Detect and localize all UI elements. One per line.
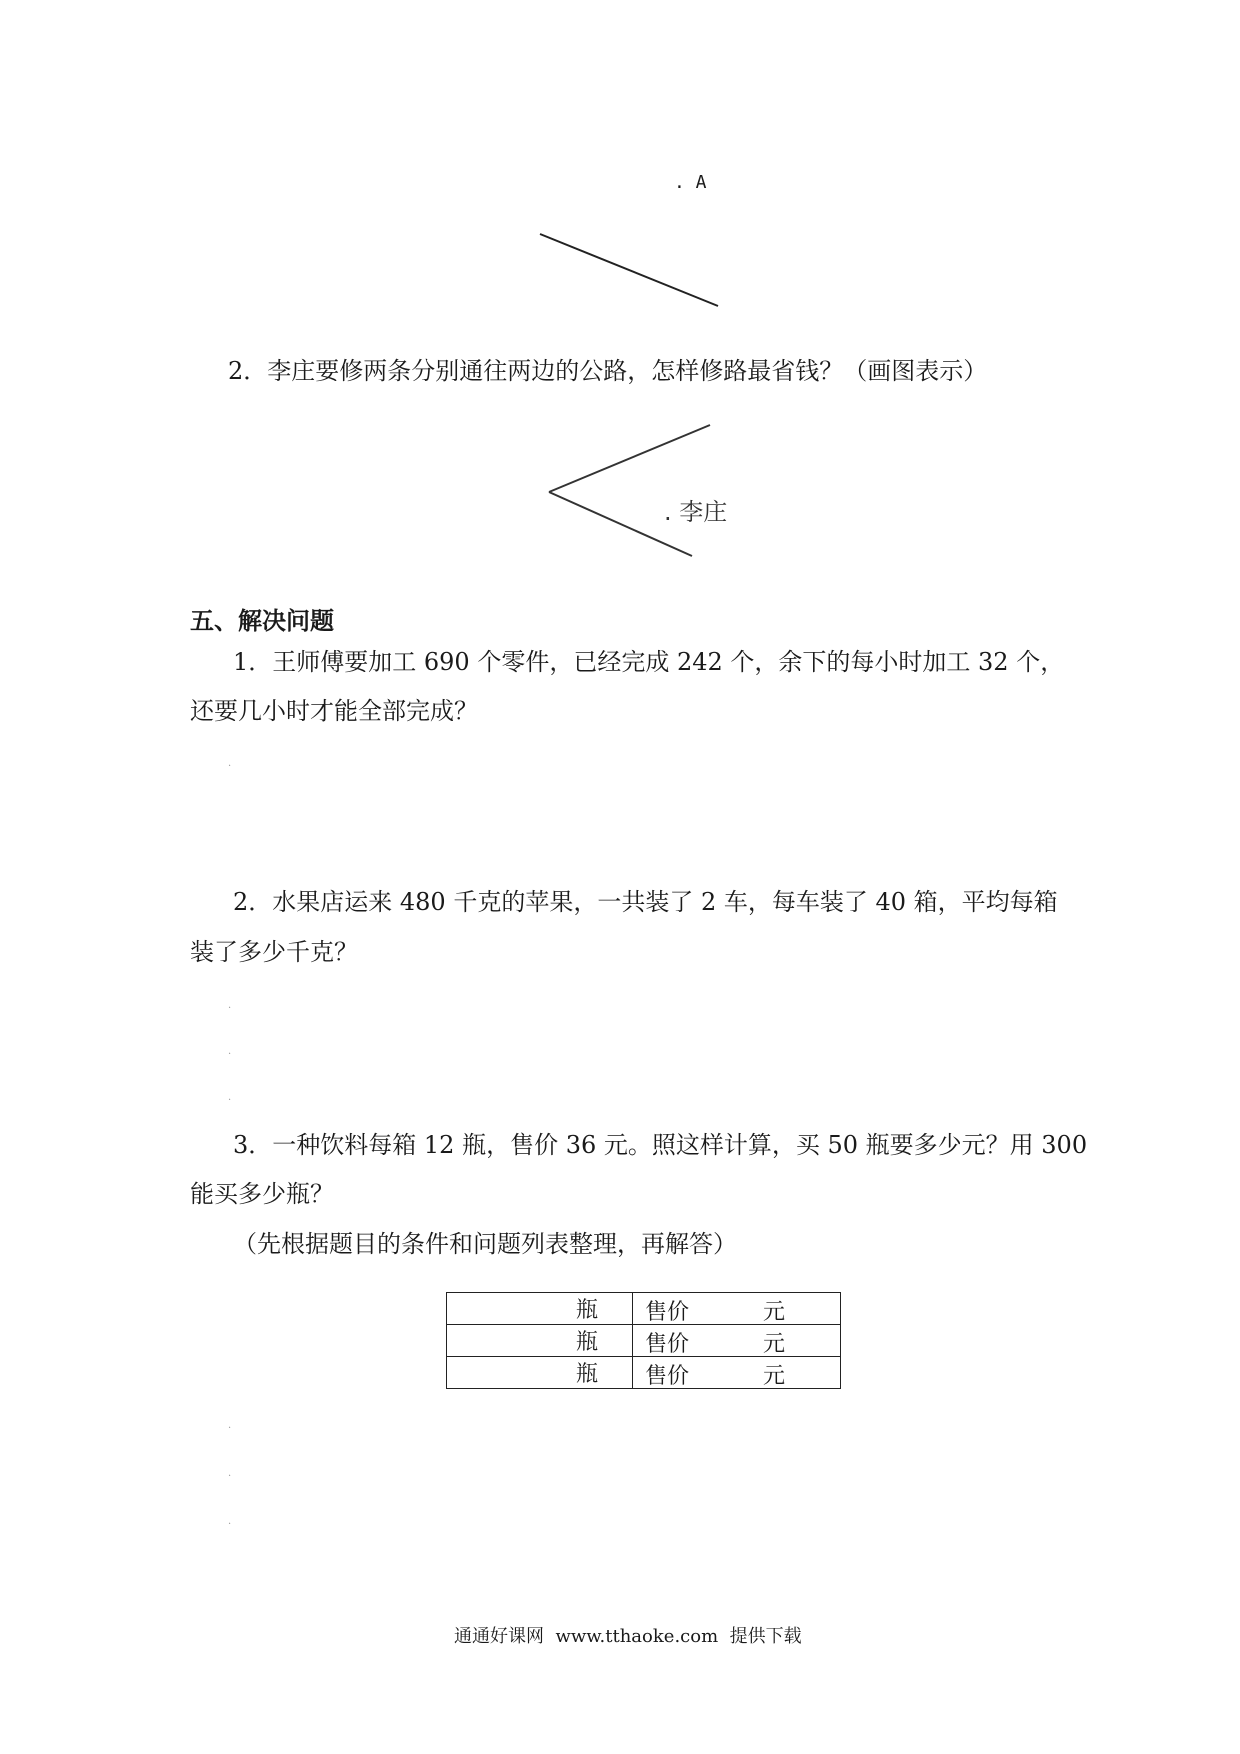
- problem-2-line-1: 2．水果店运来 480 千克的苹果，一共装了 2 车，每车装了 40 箱，平均每箱: [233, 888, 1058, 916]
- table-row: [447, 1293, 841, 1325]
- angle-diagram: [0, 0, 1240, 580]
- answer-mark: .: [228, 1046, 232, 1057]
- village-label: . 李庄: [664, 498, 728, 526]
- price-label: 售价: [645, 1332, 690, 1357]
- footer-text: 通通好课网 www.tthaoke.com 提供下载: [454, 1626, 802, 1647]
- answer-mark: .: [228, 1468, 232, 1479]
- problem-2-line-2: 装了多少千克？: [190, 938, 358, 966]
- unit-label: 瓶: [575, 1362, 598, 1387]
- section-heading: 五、解决问题: [190, 607, 334, 635]
- answer-mark: .: [228, 1516, 232, 1527]
- table-row: [447, 1325, 841, 1357]
- price-cell[interactable]: [633, 1293, 841, 1325]
- point-a-label: . A: [674, 172, 707, 193]
- price-unit: 元: [763, 1364, 786, 1389]
- problem-3-line-2: 能买多少瓶？: [190, 1180, 334, 1208]
- price-label: 售价: [645, 1300, 690, 1325]
- problem-3-instruction: （先根据题目的条件和问题列表整理，再解答）: [233, 1230, 737, 1258]
- unit-label: 瓶: [575, 1298, 598, 1323]
- problem-3-line-1: 3．一种饮料每箱 12 瓶，售价 36 元。照这样计算，买 50 瓶要多少元？用 300: [233, 1131, 1088, 1159]
- bottle-cell[interactable]: [447, 1293, 633, 1325]
- price-cell[interactable]: [633, 1325, 841, 1357]
- answer-mark: .: [228, 758, 232, 769]
- price-label: 售价: [645, 1364, 690, 1389]
- problem-1-line-2: 还要几小时才能全部完成？: [190, 697, 478, 725]
- problem-1-line-1: 1．王师傅要加工 690 个零件，已经完成 242 个，余下的每小时加工 32 个，: [233, 648, 1065, 676]
- answer-mark: .: [228, 1000, 232, 1011]
- question-4-2: 2．李庄要修两条分别通往两边的公路，怎样修路最省钱？（画图表示）: [228, 357, 988, 385]
- answer-mark: .: [228, 1092, 232, 1103]
- bottle-cell[interactable]: [447, 1325, 633, 1357]
- price-unit: 元: [763, 1332, 786, 1357]
- price-cell[interactable]: [633, 1357, 841, 1389]
- price-unit: 元: [763, 1300, 786, 1325]
- answer-mark: .: [228, 1420, 232, 1431]
- road-upper: [549, 425, 710, 492]
- price-table: [446, 1292, 841, 1389]
- table-row: [447, 1357, 841, 1389]
- bottle-cell[interactable]: [447, 1357, 633, 1389]
- unit-label: 瓶: [575, 1330, 598, 1355]
